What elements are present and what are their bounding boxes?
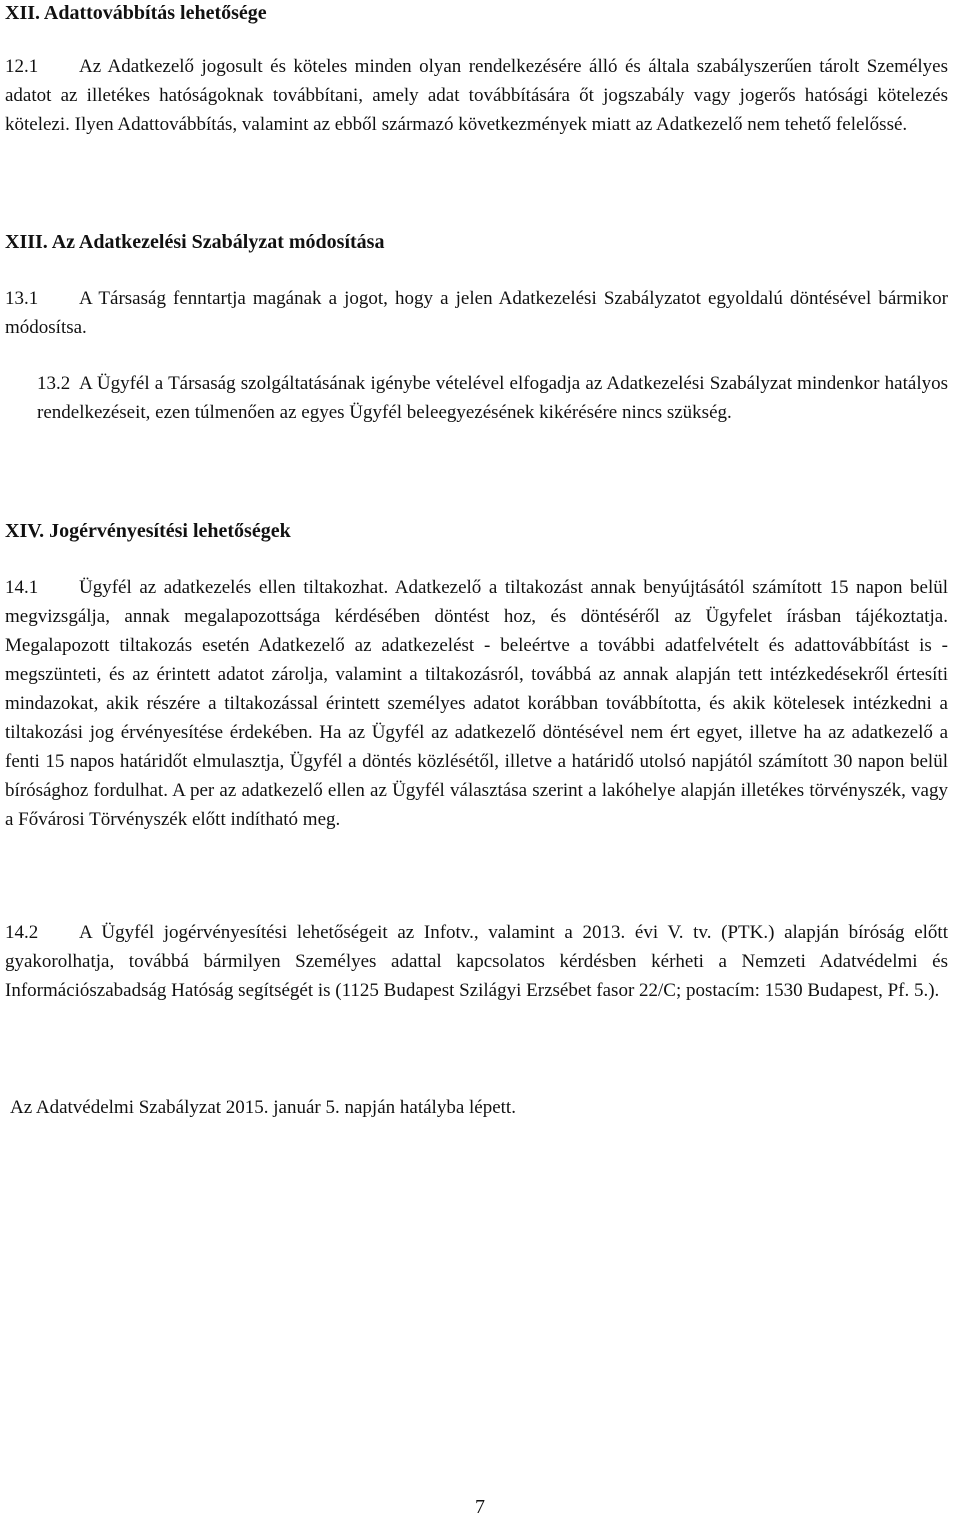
paragraph-text: A Ügyfél jogérvényesítési lehetőségeit az Infotv., valamint a 2013. évi V. tv. (PTK.) alapján bíróság előtt gyakorolhatja, továbbá bármilyen Személyes adattal kapcsolatos kérdésben kérheti a Nemzeti Adatvédelmi és Információszabadság Hatóság segítségét is (1125 Budapest Szilágyi Erzsébet fasor 22/C; postacím: 1530 Budapest, Pf. 5.). xyxy=(5,922,948,1001)
paragraph-number: 14.2 xyxy=(5,922,39,943)
paragraph-13-2 xyxy=(37,369,948,427)
page-number: 7 xyxy=(475,1496,485,1518)
paragraph-text: A Ügyfél a Társaság szolgáltatásának igénybe vételével elfogadja az Adatkezelési Szabályzat mindenkor hatályos rendelkezéseit, ezen túlmenően az egyes Ügyfél beleegyezésének kikérésére nincs szükség. xyxy=(37,373,948,423)
section-heading-xii: XII. Adattovábbítás lehetősége xyxy=(5,2,267,24)
paragraph-14-1 xyxy=(5,573,948,834)
effective-date-note: Az Adatvédelmi Szabályzat 2015. január 5. napján hatályba lépett. xyxy=(10,1097,516,1118)
paragraph-13-1 xyxy=(5,284,948,342)
paragraph-12-1 xyxy=(5,52,948,139)
paragraph-number: 13.1 xyxy=(5,288,39,309)
paragraph-text: A Társaság fenntartja magának a jogot, hogy a jelen Adatkezelési Szabályzatot egyoldalú döntésével bármikor módosítsa. xyxy=(5,288,948,338)
section-heading-xiii: XIII. Az Adatkezelési Szabályzat módosítása xyxy=(5,231,385,253)
paragraph-14-2 xyxy=(5,918,948,1005)
section-heading-xiv: XIV. Jogérvényesítési lehetőségek xyxy=(5,520,291,542)
paragraph-number: 14.1 xyxy=(5,577,39,598)
paragraph-number: 13.2 xyxy=(37,373,71,394)
paragraph-text: Ügyfél az adatkezelés ellen tiltakozhat. Adatkezelő a tiltakozást annak benyújtásától számított 15 napon belül megvizsgálja, annak megalapozottsága kérdésében döntést hoz, és döntéséről az Ügyfelet írásban tájékoztatja. Megalapozott tiltakozás esetén Adatkezelő az adatkezelést - beleértve a további adatfelvételt és adattovábbítást is - megszünteti, és az érintett adatot zárolja, valamint a tiltakozásról, továbbá az annak alapján tett intézkedésekről értesíti mindazokat, akik részére a tiltakozással érintett személyes adatot korábban továbbította, és akik kötelesek intézkedni a tiltakozási jog érvényesítése érdekében. Ha az Ügyfél az adatkezelő döntésével nem ért egyet, illetve ha az adatkezelő a fenti 15 napos határidőt elmulasztja, Ügyfél a döntés közlésétől, illetve a határidő utolsó napjától számított 30 napon belül bírósághoz fordulhat. A per az adatkezelő ellen az Ügyfél választása szerint a lakóhelye alapján illetékes törvényszék, vagy a Fővárosi Törvényszék előtt indítható meg. xyxy=(5,577,948,830)
paragraph-number: 12.1 xyxy=(5,56,39,77)
paragraph-text: Az Adatkezelő jogosult és köteles minden olyan rendelkezésére álló és általa szabályszerűen tárolt Személyes adatot az illetékes hatóságoknak továbbítani, amely adat továbbítására őt jogszabály vagy jogerős hatósági kötelezés kötelezi. Ilyen Adattovábbítás, valamint az ebből származó következmények miatt az Adatkezelő nem tehető felelőssé. xyxy=(5,56,948,135)
